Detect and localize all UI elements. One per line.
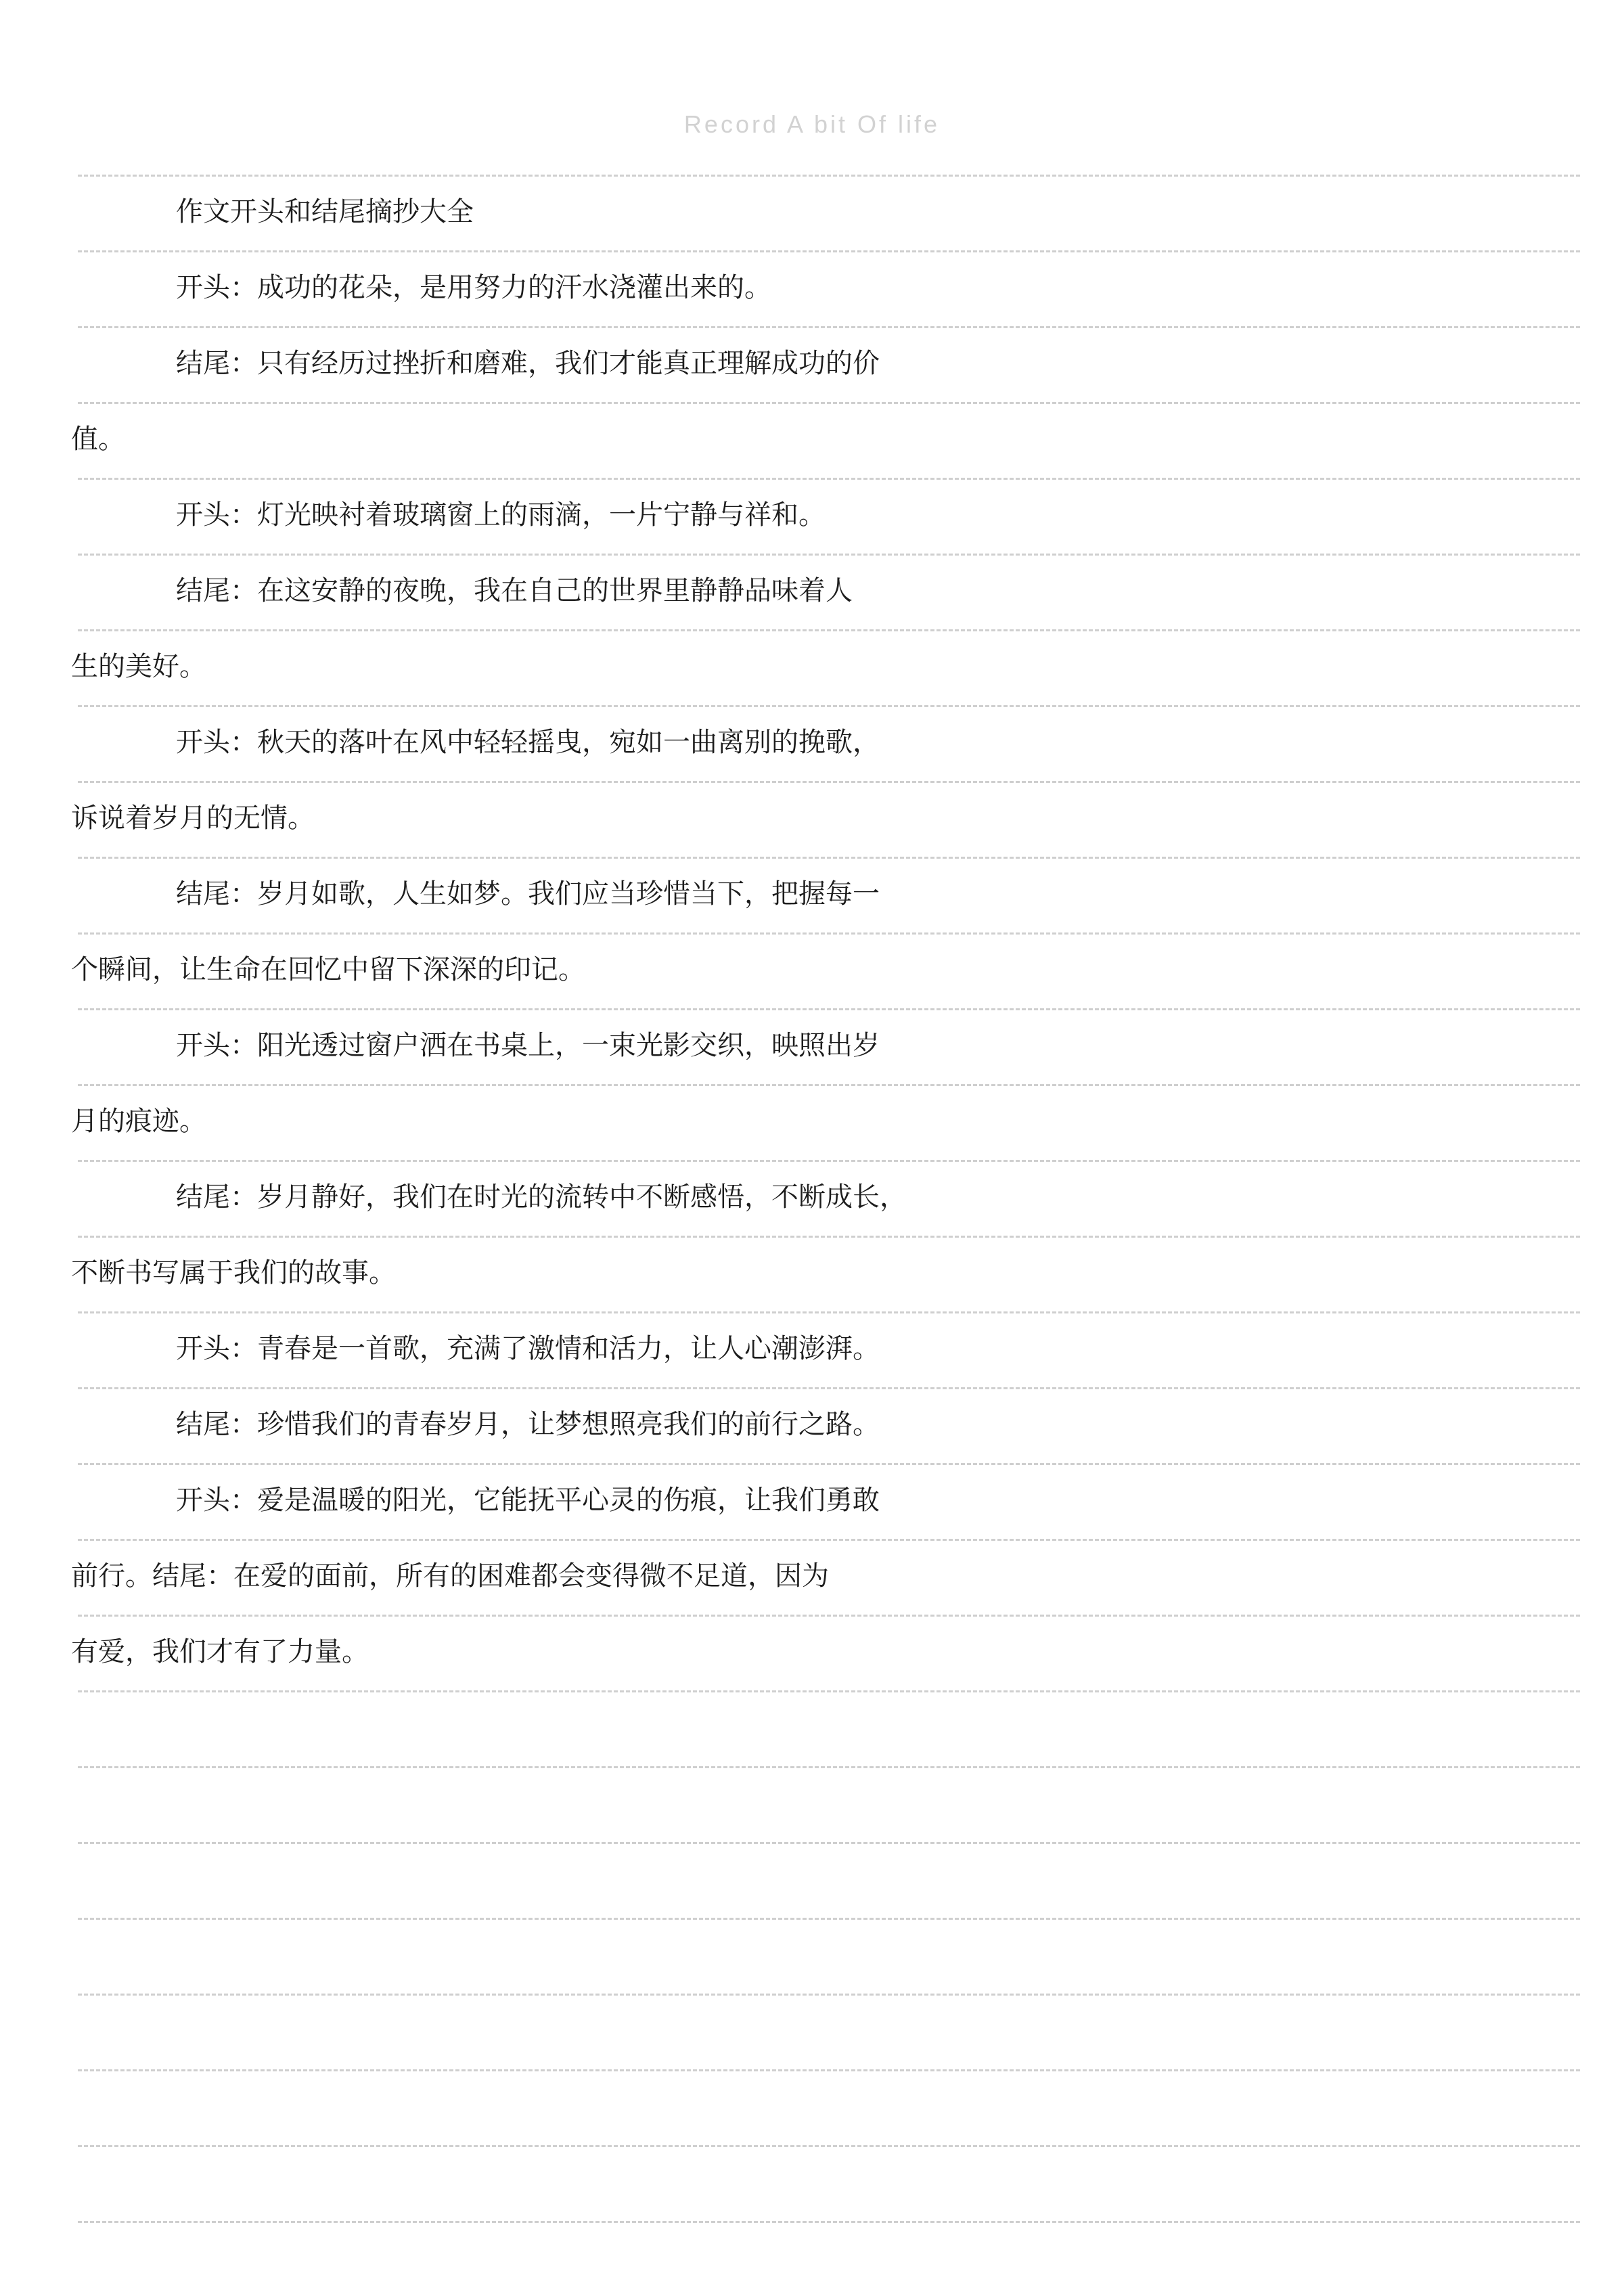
text-line: 不断书写属于我们的故事。 <box>71 1257 396 1288</box>
text-line: 开头：青春是一首歌，充满了激情和活力，让人心潮澎湃。 <box>176 1333 880 1364</box>
text-line: 有爱，我们才有了力量。 <box>71 1636 369 1667</box>
text-line: 个瞬间，让生命在回忆中留下深深的印记。 <box>71 954 585 985</box>
text-line: 结尾：只有经历过挫折和磨难，我们才能真正理解成功的价 <box>176 348 880 379</box>
text-line: 结尾：岁月如歌，人生如梦。我们应当珍惜当下，把握每一 <box>176 878 880 909</box>
ruled-line <box>78 1690 1580 1692</box>
text-line: 诉说着岁月的无情。 <box>71 803 315 834</box>
ruled-line <box>78 1842 1580 1844</box>
text-line: 值。 <box>71 424 125 455</box>
text-line: 前行。结尾：在爱的面前，所有的困难都会变得微不足道，因为 <box>71 1560 829 1592</box>
text-line: 结尾：岁月静好，我们在时光的流转中不断感悟，不断成长， <box>176 1182 907 1213</box>
ruled-line <box>78 2221 1580 2223</box>
ruled-line <box>78 2069 1580 2071</box>
title-line: 作文开头和结尾摘抄大全 <box>176 196 474 227</box>
ruled-line <box>78 1994 1580 1996</box>
text-line: 开头：灯光映衬着玻璃窗上的雨滴，一片宁静与祥和。 <box>176 499 826 531</box>
page-header: Record A bit Of life <box>683 110 941 138</box>
text-line: 开头：秋天的落叶在风中轻轻摇曳，宛如一曲离别的挽歌， <box>176 727 880 758</box>
text-line: 结尾：珍惜我们的青春岁月，让梦想照亮我们的前行之路。 <box>176 1409 880 1440</box>
text-line: 月的痕迹。 <box>71 1106 206 1137</box>
text-line: 结尾：在这安静的夜晚，我在自己的世界里静静品味着人 <box>176 575 853 606</box>
text-line: 开头：成功的花朵，是用努力的汗水浇灌出来的。 <box>176 272 771 303</box>
ruled-line <box>78 1918 1580 1920</box>
text-line: 开头：阳光透过窗户洒在书桌上，一束光影交织，映照出岁 <box>176 1030 880 1061</box>
text-line: 生的美好。 <box>71 651 206 682</box>
text-line: 开头：爱是温暖的阳光，它能抚平心灵的伤痕，让我们勇敢 <box>176 1485 880 1516</box>
ruled-line <box>78 1766 1580 1768</box>
ruled-line <box>78 2145 1580 2147</box>
